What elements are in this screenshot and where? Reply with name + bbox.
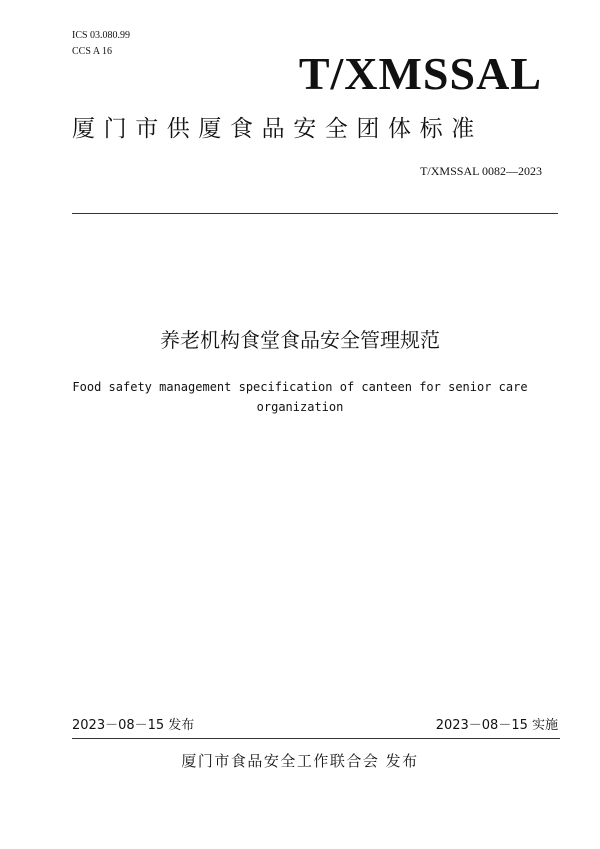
header-divider <box>72 213 558 214</box>
issue-date: 2023－08－15 发布 <box>72 718 195 733</box>
ics-code: ICS 03.080.99 <box>72 30 131 41</box>
english-title-line-1: Food safety management specification of canteen for senior care <box>72 380 528 394</box>
document-title-english <box>0 377 600 417</box>
ccs-code: CCS A 16 <box>72 46 113 57</box>
english-title-line-2: organization <box>256 400 344 414</box>
standard-logo-text: T/XMSSAL <box>298 48 542 99</box>
issuing-organization: 厦门市食品安全工作联合会 发布 <box>181 752 419 770</box>
document-title-chinese: 养老机构食堂食品安全管理规范 <box>160 328 440 352</box>
implementation-date: 2023－08－15 实施 <box>435 718 558 733</box>
standard-number: T/XMSSAL 0082—2023 <box>420 164 542 178</box>
organization-standard-title: 厦门市供厦食品安全团体标准 <box>72 116 483 142</box>
footer-divider <box>72 738 560 739</box>
